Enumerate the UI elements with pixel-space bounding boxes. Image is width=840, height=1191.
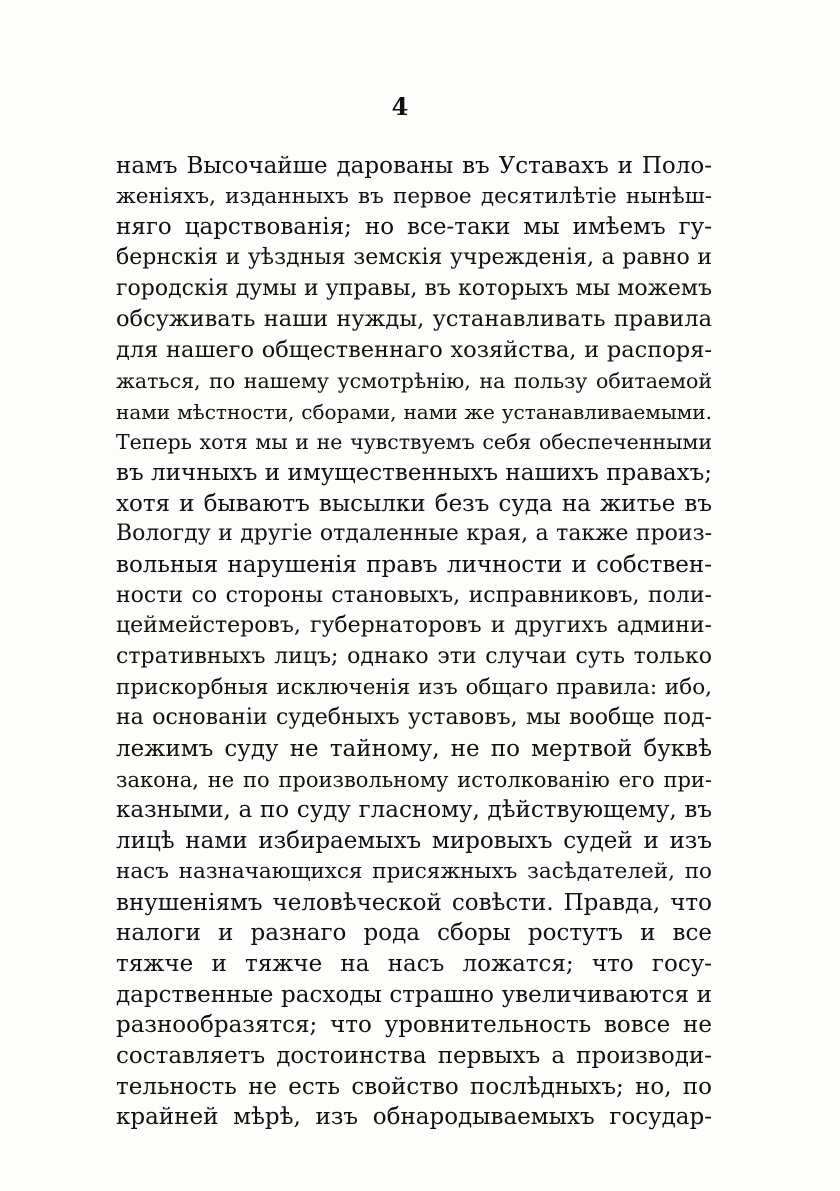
text-line: намъ Высочайше дарованы въ Уставахъ и Поло- xyxy=(116,153,712,179)
text-line: бернскія и уѣздныя земскія учрежденія, а равно и xyxy=(116,245,712,271)
text-line: крайней мѣрѣ, изъ обнародываемыхъ государ- xyxy=(116,1104,712,1131)
text-line: разнообразятся; что уровнительность вовсе не xyxy=(116,1012,712,1039)
text-line: составляетъ достоинства первыхъ а производи- xyxy=(116,1042,712,1069)
text-line: дарственные расходы страшно увеличиваются и xyxy=(116,981,712,1008)
text-line: закона, не по произвольному истолкованію его при- xyxy=(116,767,712,792)
text-line: тельность не есть свойство послѣдныхъ; но, по xyxy=(116,1073,712,1100)
text-line: казными, а по суду гласному, дѣйствующему, въ xyxy=(116,797,712,824)
text-line: для нашего общественнаго хозяйства, и распоря- xyxy=(116,337,712,364)
text-line: лежимъ суду не тайному, не по мертвой буквѣ xyxy=(116,736,712,763)
text-line: вольныя нарушенія правъ личности и собствен- xyxy=(116,551,712,578)
text-line: насъ назначающихся присяжныхъ засѣдателей, по xyxy=(116,858,712,884)
text-line: городскія думы и управы, въ которыхъ мы можемъ xyxy=(116,275,712,301)
text-line: няго царствованія; но все-таки мы имѣемъ гу- xyxy=(116,214,712,241)
text-line: внушеніямъ человѣческой совѣсти. Правда, что xyxy=(116,889,712,916)
text-line: прискорбныя исключенія изъ общаго правила: ибо, xyxy=(116,674,712,700)
text-line: женіяхъ, изданныхъ въ первое десятилѣтіе нынѣш- xyxy=(116,183,712,209)
text-line: нами мѣстности, сборами, нами же устанавливаемыми. xyxy=(116,399,712,424)
text-line: лицѣ нами избираемыхъ мировыхъ судей и изъ xyxy=(116,828,712,855)
text-line: Вологду и другіе отдаленные края, а также произ- xyxy=(116,521,712,547)
text-line: на основаніи судебныхъ уставовъ, мы вообще под- xyxy=(116,705,712,731)
page-number: 4 xyxy=(391,92,409,121)
text-line: налоги и разнаго рода сборы ростутъ и все xyxy=(116,920,712,947)
text-line: Теперь хотя мы и не чувствуемъ себя обеспеченными xyxy=(116,430,712,455)
text-line: тяжче и тяжче на насъ ложатся; что госу- xyxy=(116,950,712,977)
text-line: цеймейстеровъ, губернаторовъ и другихъ админи- xyxy=(116,613,712,639)
text-line: въ личныхъ и имущественныхъ нашихъ правахъ; xyxy=(116,459,712,486)
text-line: стративныхъ лицъ; однако эти случаи суть только xyxy=(116,644,712,669)
body-text xyxy=(116,151,712,1133)
text-line: ности со стороны становыхъ, исправниковъ, поли- xyxy=(116,582,712,608)
text-line: обсуживать наши нужды, устанавливать правила xyxy=(116,306,712,333)
text-line: хотя и бываютъ высылки безъ суда на житье въ xyxy=(116,490,712,517)
text-line: жаться, по нашему усмотрѣнію, на пользу обитаемой xyxy=(116,368,712,393)
